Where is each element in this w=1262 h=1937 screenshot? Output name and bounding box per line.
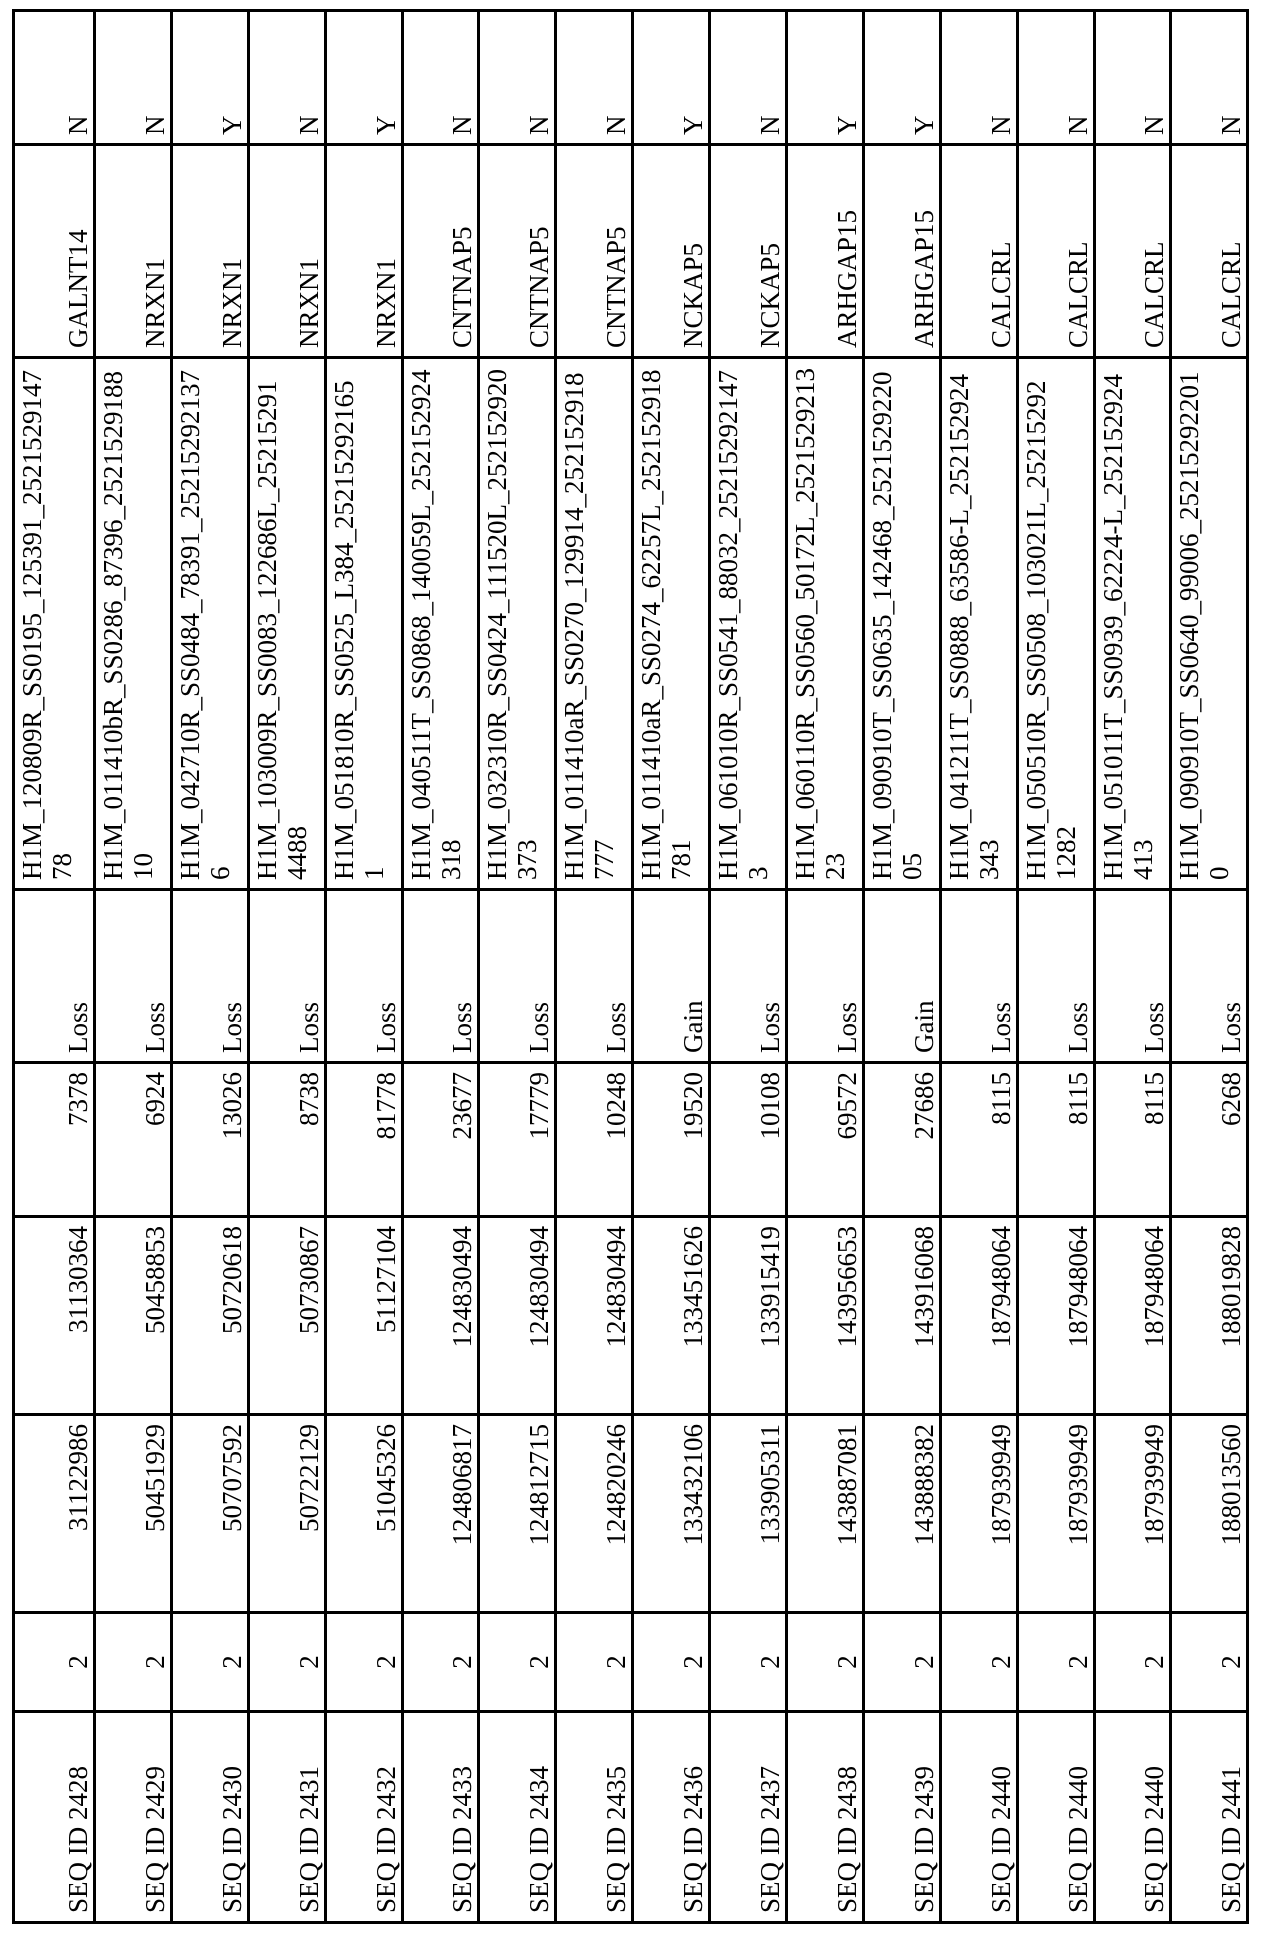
- gene-cell: CALCRL: [940, 145, 1017, 358]
- start-position-cell: 143888382: [863, 1415, 940, 1613]
- length-cell: 8115: [940, 1063, 1017, 1217]
- seq-id-cell: SEQ ID 2440: [1017, 1712, 1094, 1923]
- length-cell: 10248: [556, 1063, 633, 1217]
- flag-cell: Y: [171, 11, 248, 145]
- cnv-type-cell: Loss: [710, 890, 787, 1063]
- seq-id-cell: SEQ ID 2433: [402, 1712, 479, 1923]
- probe-name-cell: H1M_011410aR_SS0274_62257L_252152918781: [633, 358, 710, 890]
- flag-cell: Y: [633, 11, 710, 145]
- seq-id-cell: SEQ ID 2432: [325, 1712, 402, 1923]
- probe-name-cell: H1M_042710R_SS0484_78391_252152921376: [171, 358, 248, 890]
- table-row: [710, 11, 787, 1923]
- length-cell: 6268: [1171, 1063, 1248, 1217]
- cnv-type-cell: Loss: [402, 890, 479, 1063]
- gene-cell: ARHGAP15: [863, 145, 940, 358]
- seq-id-cell: SEQ ID 2431: [248, 1712, 325, 1923]
- end-position-cell: 187948064: [1094, 1217, 1171, 1415]
- flag-cell: N: [710, 11, 787, 145]
- seq-id-cell: SEQ ID 2438: [787, 1712, 864, 1923]
- cnv-type-cell: Gain: [863, 890, 940, 1063]
- end-position-cell: 124830494: [479, 1217, 556, 1415]
- seq-id-cell: SEQ ID 2440: [1094, 1712, 1171, 1923]
- probe-name-cell: H1M_120809R_SS0195_125391_252152914778: [14, 358, 95, 890]
- end-position-cell: 51127104: [325, 1217, 402, 1415]
- cnv-type-cell: Loss: [940, 890, 1017, 1063]
- length-cell: 7378: [14, 1063, 95, 1217]
- gene-cell: CALCRL: [1094, 145, 1171, 358]
- chromosome-cell: 2: [325, 1613, 402, 1712]
- table-row: [95, 11, 172, 1923]
- cnv-type-cell: Loss: [1017, 890, 1094, 1063]
- chromosome-cell: 2: [556, 1613, 633, 1712]
- cnv-type-cell: Loss: [1094, 890, 1171, 1063]
- length-cell: 8115: [1094, 1063, 1171, 1217]
- cnv-type-cell: Loss: [787, 890, 864, 1063]
- chromosome-cell: 2: [863, 1613, 940, 1712]
- table-row: [1094, 11, 1171, 1923]
- gene-cell: CNTNAP5: [402, 145, 479, 358]
- end-position-cell: 187948064: [940, 1217, 1017, 1415]
- probe-name-cell: H1M_061010R_SS0541_88032_252152921473: [710, 358, 787, 890]
- length-cell: 27686: [863, 1063, 940, 1217]
- probe-name-cell: H1M_011410aR_SS0270_129914_252152918777: [556, 358, 633, 890]
- gene-cell: NRXN1: [171, 145, 248, 358]
- end-position-cell: 143956653: [787, 1217, 864, 1415]
- table-row: [1017, 11, 1094, 1923]
- gene-cell: CNTNAP5: [556, 145, 633, 358]
- flag-cell: N: [1017, 11, 1094, 145]
- cnv-type-cell: Loss: [248, 890, 325, 1063]
- flag-cell: N: [95, 11, 172, 145]
- cnv-table: [12, 9, 1249, 1924]
- probe-name-cell: H1M_051011T_SS0939_62224-L_252152924413: [1094, 358, 1171, 890]
- length-cell: 8115: [1017, 1063, 1094, 1217]
- length-cell: 13026: [171, 1063, 248, 1217]
- seq-id-cell: SEQ ID 2440: [940, 1712, 1017, 1923]
- table-row: [171, 11, 248, 1923]
- start-position-cell: 133905311: [710, 1415, 787, 1613]
- length-cell: 8738: [248, 1063, 325, 1217]
- gene-cell: NCKAP5: [710, 145, 787, 358]
- seq-id-cell: SEQ ID 2439: [863, 1712, 940, 1923]
- seq-id-cell: SEQ ID 2434: [479, 1712, 556, 1923]
- chromosome-cell: 2: [940, 1613, 1017, 1712]
- start-position-cell: 188013560: [1171, 1415, 1248, 1613]
- length-cell: 23677: [402, 1063, 479, 1217]
- table-row: [633, 11, 710, 1923]
- seq-id-cell: SEQ ID 2436: [633, 1712, 710, 1923]
- flag-cell: Y: [787, 11, 864, 145]
- probe-name-cell: H1M_090910T_SS0640_99006_252152922010: [1171, 358, 1248, 890]
- flag-cell: N: [479, 11, 556, 145]
- table-row: [248, 11, 325, 1923]
- start-position-cell: 143887081: [787, 1415, 864, 1613]
- end-position-cell: 124830494: [402, 1217, 479, 1415]
- cnv-type-cell: Loss: [479, 890, 556, 1063]
- length-cell: 10108: [710, 1063, 787, 1217]
- end-position-cell: 133915419: [710, 1217, 787, 1415]
- end-position-cell: 143916068: [863, 1217, 940, 1415]
- chromosome-cell: 2: [1171, 1613, 1248, 1712]
- end-position-cell: 50720618: [171, 1217, 248, 1415]
- start-position-cell: 31122986: [14, 1415, 95, 1613]
- table-row: [1171, 11, 1248, 1923]
- table-row: [14, 11, 95, 1923]
- end-position-cell: 187948064: [1017, 1217, 1094, 1415]
- flag-cell: N: [248, 11, 325, 145]
- start-position-cell: 187939949: [1017, 1415, 1094, 1613]
- chromosome-cell: 2: [14, 1613, 95, 1712]
- gene-cell: NRXN1: [325, 145, 402, 358]
- chromosome-cell: 2: [402, 1613, 479, 1712]
- cnv-type-cell: Gain: [633, 890, 710, 1063]
- chromosome-cell: 2: [248, 1613, 325, 1712]
- chromosome-cell: 2: [1017, 1613, 1094, 1712]
- flag-cell: Y: [325, 11, 402, 145]
- end-position-cell: 31130364: [14, 1217, 95, 1415]
- chromosome-cell: 2: [95, 1613, 172, 1712]
- end-position-cell: 133451626: [633, 1217, 710, 1415]
- start-position-cell: 124820246: [556, 1415, 633, 1613]
- seq-id-cell: SEQ ID 2428: [14, 1712, 95, 1923]
- table-row: [940, 11, 1017, 1923]
- flag-cell: Y: [863, 11, 940, 145]
- gene-cell: GALNT14: [14, 145, 95, 358]
- chromosome-cell: 2: [1094, 1613, 1171, 1712]
- gene-cell: CNTNAP5: [479, 145, 556, 358]
- chromosome-cell: 2: [171, 1613, 248, 1712]
- flag-cell: N: [940, 11, 1017, 145]
- probe-name-cell: H1M_032310R_SS0424_111520L_252152920373: [479, 358, 556, 890]
- flag-cell: N: [14, 11, 95, 145]
- table-row: [402, 11, 479, 1923]
- cnv-type-cell: Loss: [95, 890, 172, 1063]
- end-position-cell: 50730867: [248, 1217, 325, 1415]
- probe-name-cell: H1M_040511T_SS0868_140059L_252152924318: [402, 358, 479, 890]
- start-position-cell: 50707592: [171, 1415, 248, 1613]
- probe-name-cell: H1M_050510R_SS0508_103021L_252152921282: [1017, 358, 1094, 890]
- flag-cell: N: [1094, 11, 1171, 145]
- length-cell: 81778: [325, 1063, 402, 1217]
- seq-id-cell: SEQ ID 2430: [171, 1712, 248, 1923]
- gene-cell: CALCRL: [1017, 145, 1094, 358]
- rotated-table-container: [12, 12, 1247, 1924]
- start-position-cell: 50722129: [248, 1415, 325, 1613]
- cnv-type-cell: Loss: [14, 890, 95, 1063]
- length-cell: 69572: [787, 1063, 864, 1217]
- gene-cell: CALCRL: [1171, 145, 1248, 358]
- probe-name-cell: H1M_011410bR_SS0286_87396_252152918810: [95, 358, 172, 890]
- table-row: [556, 11, 633, 1923]
- seq-id-cell: SEQ ID 2429: [95, 1712, 172, 1923]
- start-position-cell: 51045326: [325, 1415, 402, 1613]
- start-position-cell: 50451929: [95, 1415, 172, 1613]
- probe-name-cell: H1M_090910T_SS0635_142468_252152922005: [863, 358, 940, 890]
- chromosome-cell: 2: [633, 1613, 710, 1712]
- probe-name-cell: H1M_051810R_SS0525_L384_252152921651: [325, 358, 402, 890]
- seq-id-cell: SEQ ID 2435: [556, 1712, 633, 1923]
- cnv-type-cell: Loss: [325, 890, 402, 1063]
- start-position-cell: 187939949: [940, 1415, 1017, 1613]
- table-row: [325, 11, 402, 1923]
- chromosome-cell: 2: [710, 1613, 787, 1712]
- chromosome-cell: 2: [787, 1613, 864, 1712]
- cnv-type-cell: Loss: [556, 890, 633, 1063]
- table-row: [479, 11, 556, 1923]
- start-position-cell: 187939949: [1094, 1415, 1171, 1613]
- end-position-cell: 124830494: [556, 1217, 633, 1415]
- chromosome-cell: 2: [479, 1613, 556, 1712]
- gene-cell: ARHGAP15: [787, 145, 864, 358]
- flag-cell: N: [402, 11, 479, 145]
- table-row: [787, 11, 864, 1923]
- seq-id-cell: SEQ ID 2437: [710, 1712, 787, 1923]
- length-cell: 19520: [633, 1063, 710, 1217]
- probe-name-cell: H1M_060110R_SS0560_50172L_252152921323: [787, 358, 864, 890]
- length-cell: 17779: [479, 1063, 556, 1217]
- probe-name-cell: H1M_041211T_SS0888_63586-L_252152924343: [940, 358, 1017, 890]
- table-row: [863, 11, 940, 1923]
- start-position-cell: 133432106: [633, 1415, 710, 1613]
- probe-name-cell: H1M_103009R_SS0083_122686L_252152914488: [248, 358, 325, 890]
- gene-cell: NRXN1: [248, 145, 325, 358]
- start-position-cell: 124812715: [479, 1415, 556, 1613]
- flag-cell: N: [1171, 11, 1248, 145]
- end-position-cell: 188019828: [1171, 1217, 1248, 1415]
- gene-cell: NRXN1: [95, 145, 172, 358]
- start-position-cell: 124806817: [402, 1415, 479, 1613]
- cnv-type-cell: Loss: [1171, 890, 1248, 1063]
- seq-id-cell: SEQ ID 2441: [1171, 1712, 1248, 1923]
- cnv-type-cell: Loss: [171, 890, 248, 1063]
- gene-cell: NCKAP5: [633, 145, 710, 358]
- flag-cell: N: [556, 11, 633, 145]
- length-cell: 6924: [95, 1063, 172, 1217]
- end-position-cell: 50458853: [95, 1217, 172, 1415]
